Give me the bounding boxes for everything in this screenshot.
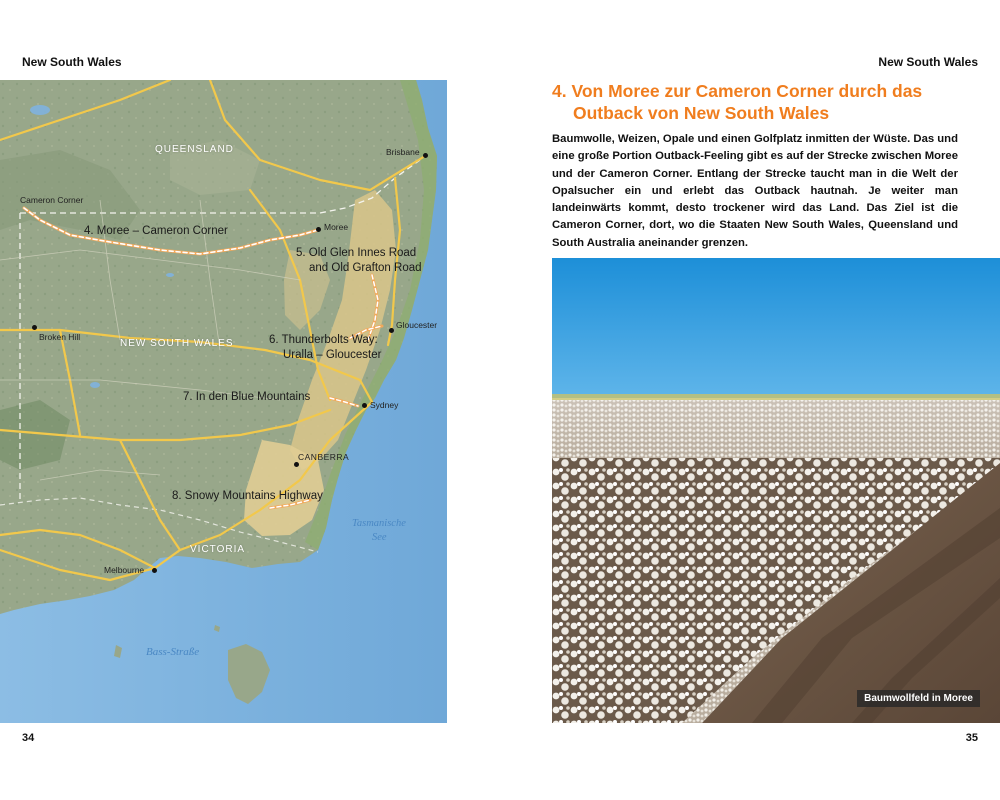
route-map bbox=[0, 80, 447, 723]
route-label-8: 8. Snowy Mountains Highway bbox=[172, 490, 323, 502]
city-label-broken-hill: Broken Hill bbox=[39, 332, 81, 342]
region-label-victoria: VICTORIA bbox=[190, 544, 246, 555]
sea-label-tasman-line2: See bbox=[372, 532, 387, 543]
photo-caption: Baumwollfeld in Moree bbox=[857, 690, 980, 707]
region-label-queensland: QUEENSLAND bbox=[155, 144, 234, 155]
running-head-right: New South Wales bbox=[878, 55, 978, 69]
route-label-5-line2: and Old Grafton Road bbox=[309, 262, 422, 274]
sky-area bbox=[552, 258, 1000, 398]
city-label-brisbane: Brisbane bbox=[386, 147, 420, 157]
city-dot-sydney bbox=[362, 403, 367, 408]
route-label-5-line1: 5. Old Glen Innes Road bbox=[296, 247, 417, 259]
city-label-melbourne: Melbourne bbox=[104, 565, 145, 575]
route-label-4: 4. Moree – Cameron Corner bbox=[84, 225, 228, 237]
city-label-moree: Moree bbox=[324, 222, 349, 232]
route-label-6-line2: Uralla – Gloucester bbox=[283, 349, 382, 361]
city-dot-melbourne bbox=[152, 568, 157, 573]
city-dot-canberra bbox=[294, 462, 299, 467]
city-dot-broken-hill bbox=[32, 325, 37, 330]
page-number-left: 34 bbox=[22, 732, 35, 744]
article-intro: Baumwolle, Weizen, Opale und einen Golfplatz inmitten der Wüste. Das und eine große Portion Outback-Feeling gibt es auf der Strecke zwischen Moree und der Cameron Corner. Entlang der Strecke taucht man in die Welt der Opalsucher ein und erlebt das Outback hautnah. Je weiter man landeinwärts kommt, desto trockener wird das Land. Das Ziel ist die Cameron Corner, dort, wo die Staaten New South Wales, Queensland und South Australia aneinander grenzen. bbox=[552, 133, 958, 249]
sea-label-tasman-line1: Tasmanische bbox=[352, 518, 406, 529]
sea-label-bass-strait: Bass-Straße bbox=[146, 646, 200, 658]
running-head-left: New South Wales bbox=[22, 55, 122, 69]
article-title-line1: 4. Von Moree zur Cameron Corner durch das bbox=[552, 81, 923, 101]
city-label-cameron-corner: Cameron Corner bbox=[20, 195, 84, 205]
city-label-sydney: Sydney bbox=[370, 400, 399, 410]
city-label-gloucester: Gloucester bbox=[396, 320, 438, 330]
city-dot-gloucester bbox=[389, 328, 394, 333]
article-title bbox=[552, 80, 972, 124]
route-label-7: 7. In den Blue Mountains bbox=[183, 391, 311, 403]
route-label-6-line1: 6. Thunderbolts Way: bbox=[269, 334, 378, 346]
city-dot-moree bbox=[316, 227, 321, 232]
photo-graphic bbox=[552, 258, 1000, 723]
cotton-field-photo bbox=[552, 258, 1000, 723]
article-title-line2: Outback von New South Wales bbox=[573, 103, 830, 123]
city-dot-brisbane bbox=[423, 153, 428, 158]
page-number-right: 35 bbox=[965, 732, 978, 744]
city-label-canberra: CANBERRA bbox=[298, 452, 350, 462]
region-label-nsw: NEW SOUTH WALES bbox=[120, 338, 234, 349]
